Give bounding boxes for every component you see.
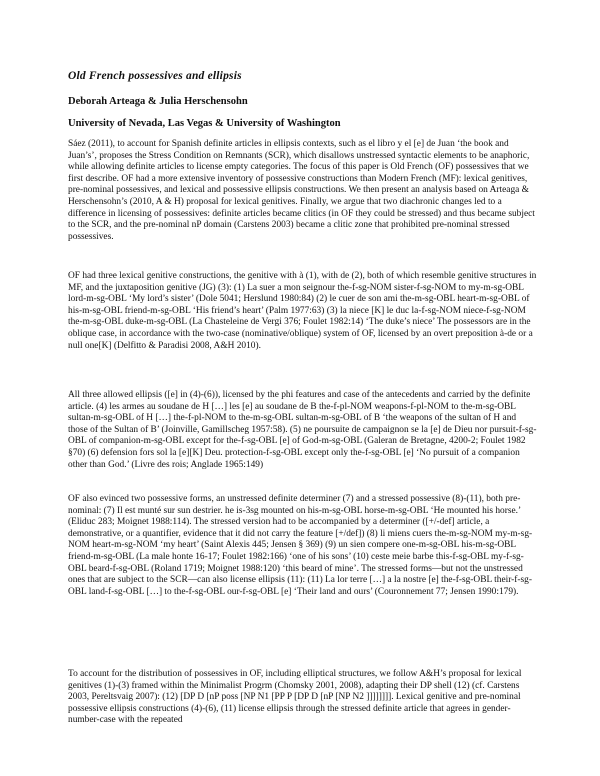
paragraph-analysis: To account for the distribution of possessives in OF, including elliptical structures, we follow A&H’s proposal for lexical genitives (1)-(3) framed within the Minimalist Progrm (Chomsky 2001, 2008), adapting their DP shell (12) (cf. Carstens 2003, Pereltsvaig 2007): (12) [DP D [nP poss [NP N1 [PP P [DP D [nP [NP N2 ]]]]]]]]. Lexical genitive and pre-nominal possessive ellipsis constructions (4)-(6), (11) license ellipsis through the stressed definite article that agrees in gender-number-case with the repeated — [68, 669, 522, 726]
paragraph-possessive-forms: OF also evinced two possessive forms, an unstressed definite determiner (7) and a stressed possessive (8)-(11), both pre-nominal: (7) Il est munté sur sun destrier. he is-3sg mounted on his-m-sg-OBL horse-m-sg-OBL ‘He mounted his horse.’ (Eliduc 283; Moignet 1988:114). The stressed version had to be accompanied by a determiner ([+/-def] article, a demonstrative, or a quantifier, evidence that it did not carry the feature [+/def]) (8) li miens cuers the-m-sg-NOM my-m-sg-NOM heart-m-sg-NOM ‘my heart’ (Saint Alexis 445; Jensen § 369) (9) un sien compere one-m-sg-OBL his-m-sg-OBL friend-m-sg-OBL (La male honte 16-17; Foulet 1982:166) ‘one of his sons’ (10) ceste meie barbe this-f-sg-OBL my-f-sg-OBL beard-f-sg-OBL (Roland 1719; Moignet 1988:120) ‘this beard of mine’. The stressed forms—but not the unstressed ones that are subject to the SCR—can also license ellipsis (11): (11) La lor terre […] a la nostre [e] the-f-sg-OBL their-f-sg-OBL land-f-sg-OBL […] to the-f-sg-OBL our-f-sg-OBL [e] ‘Their land and ours’ (Couronnement 77; Jensen 1990:179). — [68, 494, 533, 597]
paper-authors: Deborah Arteaga & Julia Herschensohn — [68, 96, 248, 107]
paragraph-ellipsis: All three allowed ellipsis ([e] in (4)-(6)), licensed by the phi features and case of the antecedents and carried by the definite article. (4) les armes au soudane de H […] les [e] au soudane de B the-f-pl-NOM weapons-f-pl-NOM to the-m-sg-OBL sultan-m-sg-OBL of H […] the-f-pl-NOM to the-m-sg-OBL sultan-m-sg-OBL of B ‘the weapons of the sultan of H and those of the Sultan of B’ (Joinville, Gamillscheg 1957:58). (5) ne poursuite de campaignon se la [e] de Dieu nor pursuit-f-sg-OBL of companion-m-sg-OBL except for the-f-sg-OBL [e] of God-m-sg-OBL (Galeran de Bretagne, 4200-2; Foulet 1982 §70) (6) defension fors sol la [e][K] Deu. protection-f-sg-OBL except only the-f-sg-OBL [e] ‘No pursuit of a companion other than God.’ (Livre des rois; Anglade 1965:149) — [68, 390, 537, 470]
paper-affiliation: University of Nevada, Las Vegas & University of Washington — [68, 118, 341, 129]
paragraph-introduction: Sáez (2011), to account for Spanish definite articles in ellipsis contexts, such as el libro y el [e] de Juan ‘the book and Juan’s’, proposes the Stress Condition on Remnants (SCR), which disallows unstressed syntactic elements to be anaphoric, while allowing definite articles to license empty categories. The focus of this paper is Old French (OF) possessives that we first describe. OF had a more extensive inventory of possessive constructions than Modern French (MF): lexical genitives, pre-nominal possessives, and lexical and possessive ellipsis constructions. We then present an analysis based on Arteaga & Herschensohn’s (2010, A & H) proposal for lexical genitives. Finally, we argue that two diachronic changes led to a difference in licensing of possessives: definite articles became clitics (in OF they could be stressed) and thus became subject to the SCR, and the pre-nominal nP domain (Carstens 2003) became a clitic zone that prohibited pre-nominal stressed possessives. — [68, 139, 535, 242]
paper-title: Old French possessives and ellipsis — [68, 70, 242, 82]
paragraph-lexical-genitives: OF had three lexical genitive constructions, the genitive with à (1), with de (2), both of which resemble genitive structures in MF, and the juxtaposition genitive (JG) (3): (1) La suer a mon seignour the-f-sg-NOM sister-f-sg-NOM to my-m-sg-OBL lord-m-sg-OBL ‘My lord’s sister’ (Dole 5041; Herslund 1980:84) (2) le cuer de son ami the-m-sg-OBL heart-m-sg-OBL of his-m-sg-OBL friend-m-sg-OBL ‘His friend’s heart’ (Palm 1977:63) (3) la niece [K] le duc la-f-sg-NOM niece-f-sg-NOM the-m-sg-OBL duke-m-sg-OBL (La Chasteleine de Vergi 376; Foulet 1982:14) ‘The duke’s niece’ The possessors are in the oblique case, in accordance with the two-case (nominative/oblique) system of OF, licensed by an overt preposition à-de or a null one[K] (Delfitto & Paradisi 2008, A&H 2010). — [68, 271, 537, 351]
